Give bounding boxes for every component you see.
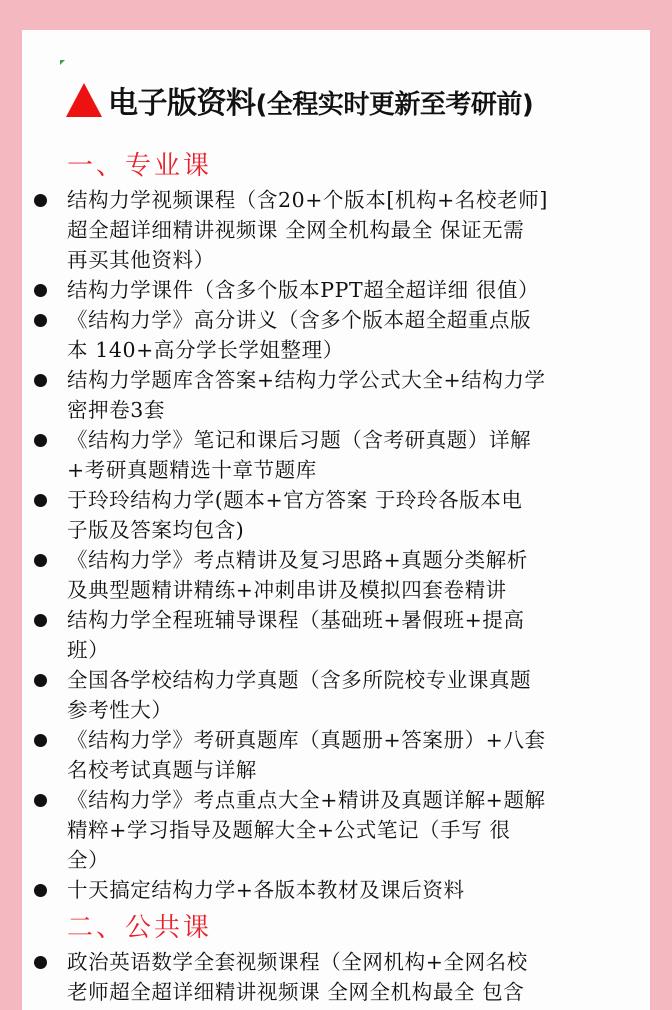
corner-mark [60, 60, 65, 65]
list-item [22, 785, 650, 875]
list-item [22, 305, 650, 365]
list-item-text: 《结构力学》笔记和课后习题（含考研真题）详解 +考研真题精选十章节题库 [67, 428, 532, 482]
list-item [22, 545, 650, 605]
bullet-icon [34, 284, 47, 297]
page-header [66, 70, 533, 130]
list-item [22, 875, 650, 905]
section-title-public: 二、公共课 [67, 913, 213, 943]
list-item-text: 结构力学全程班辅导课程（基础班+暑假班+提高 班） [67, 608, 525, 662]
page-title [108, 78, 533, 122]
list-item-text: 结构力学题库含答案+结构力学公式大全+结构力学 密押卷3套 [67, 368, 546, 422]
list-item [22, 425, 650, 485]
title-sub: (全程实时更新至考研前) [255, 90, 534, 120]
title-main: 电子版资料 [108, 86, 256, 121]
bullet-icon [34, 374, 47, 387]
bullet-icon [34, 614, 47, 627]
list-item-text: 十天搞定结构力学+各版本教材及课后资料 [67, 878, 465, 902]
content-card [22, 30, 650, 1010]
list-item-text: 结构力学视频课程（含20+个版本[机构+名校老师] 超全超详细精讲视频课 全网全机构最全 保证无需 再买其他资料） [67, 188, 548, 272]
bullet-icon [34, 554, 47, 567]
list-item [22, 485, 650, 545]
list-item-text: 《结构力学》考点精讲及复习思路+真题分类解析 及典型题精讲精练+冲刺串讲及模拟四套卷精讲 [67, 548, 528, 602]
bullet-icon [34, 194, 47, 207]
bullet-icon [34, 734, 47, 747]
list-item [22, 275, 650, 305]
list-item-text: 《结构力学》考点重点大全+精讲及真题详解+题解 精粹+学习指导及题解大全+公式笔记（手写 很 全） [67, 788, 546, 872]
list-item-text: 政治英语数学全套视频课程（全网机构+全网名校 老师超全超详细精讲视频课 全网全机构最全 包含 [67, 950, 528, 1004]
bullet-icon [34, 314, 47, 327]
list-item-text: 《结构力学》考研真题库（真题册+答案册）+八套 名校考试真题与详解 [67, 728, 546, 782]
bullet-icon [34, 794, 47, 807]
red-triangle-icon [66, 83, 102, 117]
bullet-icon [34, 494, 47, 507]
list-item-text: 于玲玲结构力学(题本+官方答案 于玲玲各版本电 子版及答案均包含) [67, 488, 523, 542]
bullet-icon [34, 674, 47, 687]
list-item-text: 结构力学课件（含多个版本PPT超全超详细 很值） [67, 278, 540, 302]
list-item [22, 605, 650, 665]
professional-course-list [22, 185, 650, 905]
list-item [22, 365, 650, 425]
bullet-icon [34, 956, 47, 969]
bullet-icon [34, 884, 47, 897]
public-course-list [22, 947, 650, 1007]
list-item [22, 725, 650, 785]
list-item [22, 665, 650, 725]
list-item-text: 全国各学校结构力学真题（含多所院校专业课真题 参考性大） [67, 668, 532, 722]
section-title-professional: 一、专业课 [67, 151, 213, 181]
list-item-text: 《结构力学》高分讲义（含多个版本超全超重点版 本 140+高分学长学姐整理） [67, 308, 532, 362]
list-item [22, 185, 650, 275]
list-item [22, 947, 650, 1007]
bullet-icon [34, 434, 47, 447]
